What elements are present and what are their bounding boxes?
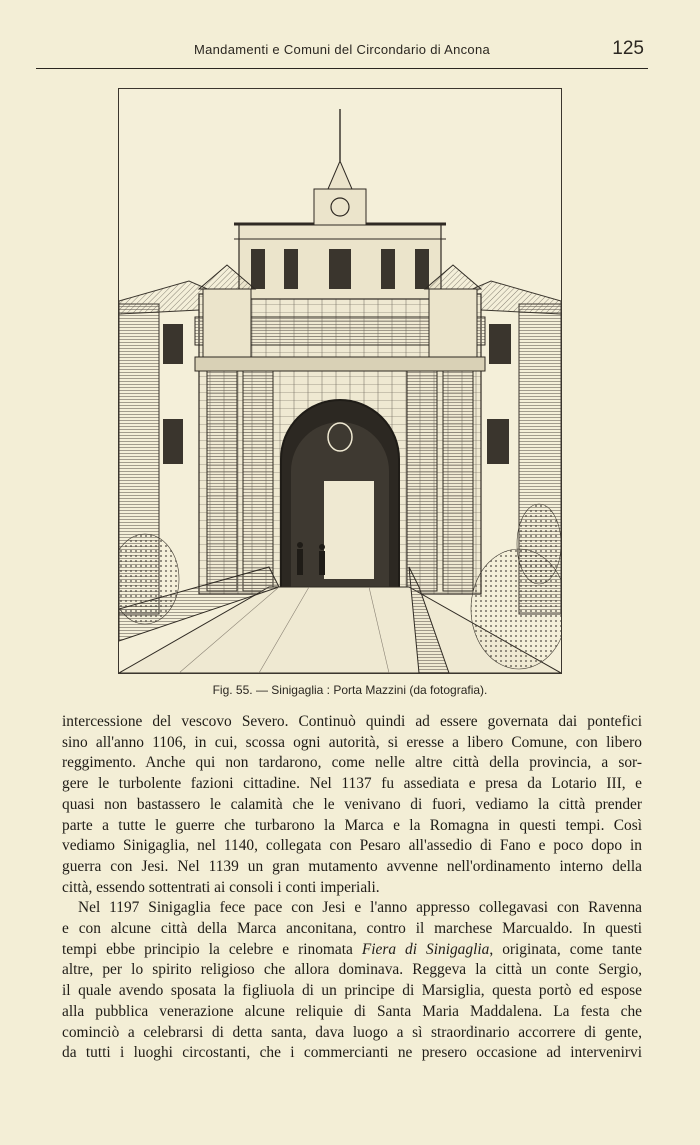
figure-illustration xyxy=(118,88,562,674)
text-segment: tempi ebbe principio la celebre e rinomata xyxy=(62,940,362,958)
text-line: Nel 1197 Sinigaglia fece pace con Jesi e l'anno appresso collegavasi con Ravenna xyxy=(78,899,642,917)
text-line: da tutti i luoghi circostanti, che i commercianti ne presero occasione ad intervenirvi xyxy=(62,1044,642,1062)
text-segment: , originata, come tante xyxy=(489,940,643,958)
page-number: 125 xyxy=(612,38,644,59)
figure-caption: Fig. 55. — Sinigaglia : Porta Mazzini (da fotografia). xyxy=(212,683,488,697)
text-line: alla pubblica venerazione alcune reliquie di Santa Maria Maddalena. La festa che xyxy=(62,1002,642,1020)
text-line: cominciò a celebrarsi di detta santa, dava luogo a sì straordinario accorrere di gente, xyxy=(62,1023,642,1041)
text-line: guerra con Jesi. Nel 1139 un gran mutamento avvenne nell'ordinamento interno della xyxy=(62,857,642,875)
text-line xyxy=(62,940,642,961)
text-line: città, essendo sottentrati ai consoli i conti imperiali. xyxy=(62,878,380,896)
text-line: il quale avendo sposata la figliuola di un principe di Marsiglia, questa portò ed espose xyxy=(62,982,642,1000)
text-line: sino all'anno 1106, in cui, scossa ogni autorità, si eresse a libero Comune, con libero xyxy=(62,733,642,751)
text-line: reggimento. Anche qui non tardarono, come nelle altre città della provincia, a sor- xyxy=(62,754,642,772)
page-header xyxy=(36,36,648,69)
fair-name: Fiera di Sinigaglia xyxy=(361,940,490,958)
text-line: vediamo Sinigaglia, nel 1140, collegata con Pesaro all'assedio di Fano e poco dopo in xyxy=(62,837,642,855)
text-line: e con alcune città della Marca anconitana, contro il marchese Marcualdo. In questi xyxy=(62,920,642,938)
running-title: Mandamenti e Comuni del Circondario di Ancona xyxy=(193,42,491,57)
paragraph-2 xyxy=(62,898,642,1064)
text-line: parte a tutte le guerre che turbarono la Marca e la Romagna in questi tempi. Così xyxy=(62,816,642,834)
paragraph-1 xyxy=(62,712,642,898)
text-line: altre, per lo spirito religioso che allora dominava. Reggeva la città un conte Sergio, xyxy=(62,961,642,979)
gate-engraving-illustration xyxy=(119,89,561,673)
text-line: quasi non bastassero le calamità che le venivano di fuori, vediamo la città prender xyxy=(62,795,642,813)
body-text xyxy=(62,712,642,1064)
text-line: gere le turbolente fazioni cittadine. Nel 1137 fu assediata e presa da Lotario III, e xyxy=(62,775,642,793)
text-line: intercessione del vescovo Severo. Continuò quindi ad essere governata dai pontefici xyxy=(62,713,642,730)
